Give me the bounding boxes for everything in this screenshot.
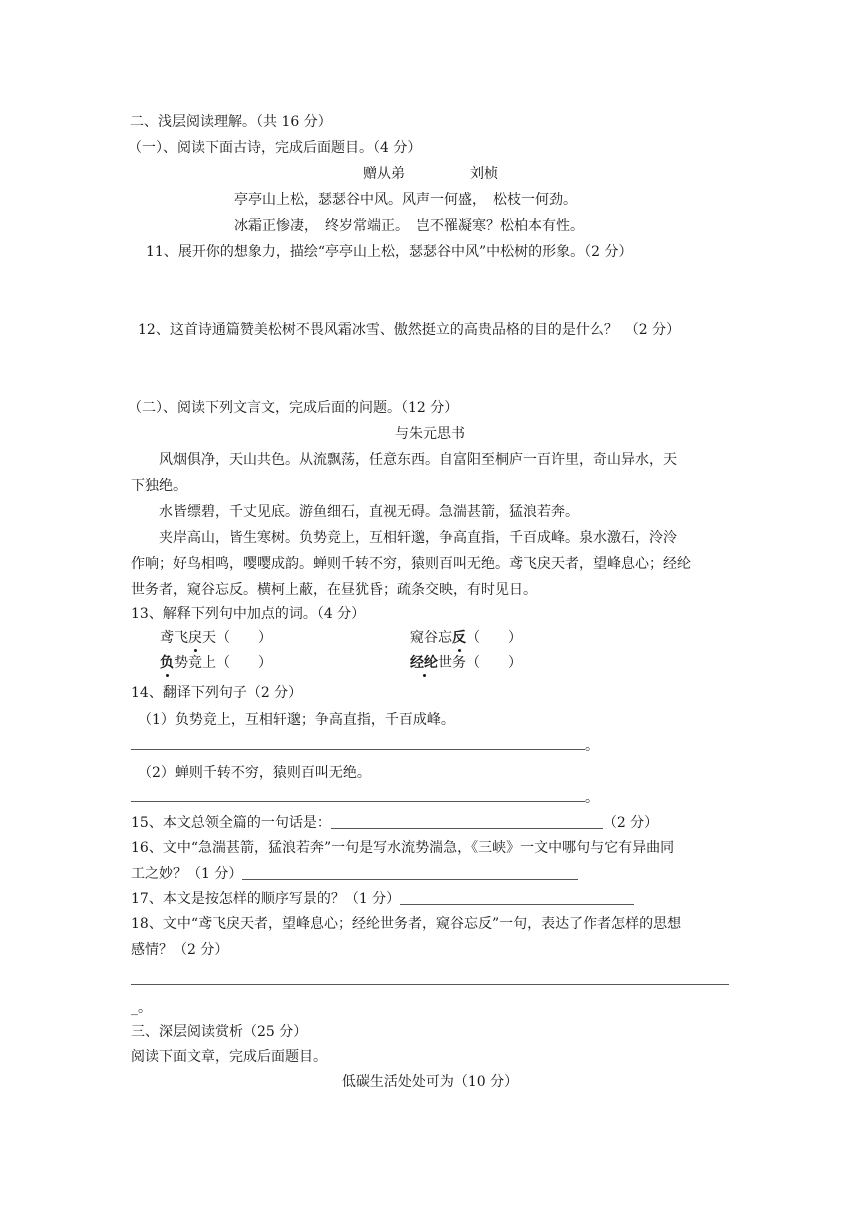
dotted-word: 负 — [160, 655, 174, 671]
section2-title: 二、浅层阅读理解。（共 16 分） — [130, 114, 332, 130]
period-mark: 。 — [585, 790, 599, 806]
answer-line[interactable] — [131, 984, 729, 985]
part1-instruction: （一）、阅读下面古诗，完成后面题目。（4 分） — [128, 140, 422, 156]
question-18-line-1: 18、文中“鸢飞戾天者，望峰息心；经纶世务者，窥谷忘反”一句，表达了作者怎样的思想 — [131, 916, 682, 932]
q13-item-2: 窥谷忘反（ ） — [410, 630, 522, 646]
section3-instruction: 阅读下面文章，完成后面题目。 — [131, 1049, 327, 1065]
answer-line-end: _。 — [131, 1000, 152, 1016]
poem-author: 刘桢 — [470, 166, 498, 182]
poem-title: 赠从弟 — [363, 166, 405, 182]
question-17: 17、本文是按怎样的顺序写景的？（1 分） — [131, 889, 634, 909]
question-15: 15、本文总领全篇的一句话是： （2 分） — [131, 815, 659, 831]
paragraph-3-line-1: 夹岸高山，皆生寒树。负势竞上，互相轩邈，争高直指，千百成峰。泉水激石，泠泠 — [159, 530, 677, 546]
answer-line[interactable] — [131, 801, 585, 802]
question-13: 13、解释下列句中加点的词。（4 分） — [131, 606, 366, 622]
answer-blank[interactable] — [400, 890, 634, 905]
article-title: 低碳生活处处可为（10 分） — [341, 1074, 519, 1090]
paragraph-3-line-3: 世务者，窥谷忘反。横柯上蔽，在昼犹昏；疏条交映，有时见日。 — [131, 582, 537, 598]
q14-sentence-2: （2）蝉则千转不穷，猿则百叫无绝。 — [138, 765, 371, 781]
dotted-word: 戾 — [188, 630, 202, 646]
question-16-line-1: 16、文中“急湍甚箭，猛浪若奔”一句是写水流势湍急，《三峡》一文中哪句与它有异曲同 — [131, 840, 675, 856]
classical-text-title: 与朱元思书 — [395, 426, 465, 442]
period-mark: 。 — [585, 738, 599, 754]
paragraph-3-line-2: 作响；好鸟相鸣，嘤嘤成韵。蝉则千转不穷，猿则百叫无绝。鸢飞戾天者，望峰息心；经纶 — [131, 556, 691, 572]
q13-item-3: 负势竞上（ ） — [160, 655, 272, 671]
q13-item-1: 鸢飞戾天（ ） — [160, 630, 272, 646]
poem-line-1: 亭亭山上松，瑟瑟谷中风。风声一何盛， 松枝一何劲。 — [234, 192, 577, 208]
paragraph-2: 水皆缥碧，千丈见底。游鱼细石，直视无碍。急湍甚箭，猛浪若奔。 — [159, 504, 579, 520]
answer-blank[interactable] — [242, 865, 578, 880]
dotted-word: 经纶 — [410, 655, 438, 671]
question-16-line-2: 工之妙？（1 分） — [131, 864, 578, 884]
poem-line-2: 冰霜正惨凄， 终岁常端正。 岂不罹凝寒？松柏本有性。 — [234, 218, 584, 234]
paragraph-1-line-2: 下独绝。 — [131, 478, 187, 494]
question-18-line-2: 感情？（2 分） — [131, 942, 229, 958]
q13-item-4: 经纶世务（ ） — [410, 655, 522, 671]
answer-line[interactable] — [131, 749, 585, 750]
part2-instruction: （二）、阅读下列文言文，完成后面的问题。（12 分） — [128, 400, 459, 416]
question-14: 14、翻译下列句子（2 分） — [131, 685, 303, 701]
q14-sentence-1: （1）负势竞上，互相轩邈；争高直指，千百成峰。 — [138, 712, 455, 728]
section3-title: 三、深层阅读赏析（25 分） — [131, 1024, 308, 1040]
question-11: 11、展开你的想象力，描绘“亭亭山上松，瑟瑟谷中风”中松树的形象。（2 分） — [146, 244, 633, 260]
question-12: 12、这首诗通篇赞美松树不畏风霜冰雪、傲然挺立的高贵品格的目的是什么？ （2 分） — [138, 322, 681, 338]
answer-blank[interactable] — [331, 814, 603, 829]
dotted-word: 反 — [452, 630, 466, 646]
paragraph-1-line-1: 风烟俱净，天山共色。从流飘荡，任意东西。自富阳至桐庐一百许里，奇山异水，天 — [159, 452, 677, 468]
